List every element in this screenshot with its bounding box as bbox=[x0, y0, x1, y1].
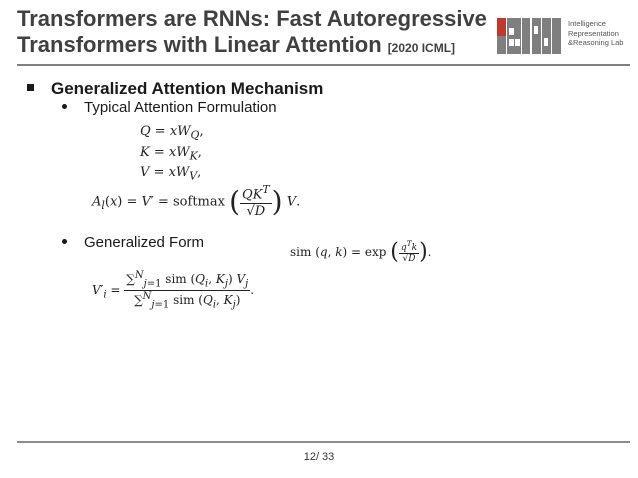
lab-name-line-3: &Reasoning Lab bbox=[568, 38, 624, 47]
title-line-2-text: Transformers with Linear Attention bbox=[17, 32, 382, 57]
venue-tag: [2020 ICML] bbox=[387, 41, 456, 55]
equation-attention: $A_l(x) = V'$ = softmax ( $\frac{QK^T}{√D}$ ) V. bbox=[92, 183, 301, 220]
equation-value: $V = xW_V$, bbox=[140, 165, 202, 183]
lab-name-line-2: Representation bbox=[568, 28, 619, 38]
sub-bullet-typical bbox=[62, 99, 277, 116]
sub-bullet-typical-text: Typical Attention Formulation bbox=[84, 99, 277, 116]
title-divider bbox=[17, 64, 630, 66]
equation-similarity: sim (q, k) = exp ( $\frac{q^Tk}{√D}$ ). bbox=[290, 239, 432, 265]
round-bullet-icon bbox=[62, 104, 67, 109]
sub-bullet-generalized bbox=[62, 234, 204, 251]
slide-title-line-2 bbox=[17, 32, 455, 58]
slide-title-line-1: Transformers are RNNs: Fast Autoregressive bbox=[17, 6, 487, 31]
footer-divider bbox=[17, 441, 630, 443]
sub-bullet-generalized-text: Generalized Form bbox=[84, 234, 205, 251]
square-bullet-icon bbox=[27, 84, 34, 91]
page-number: 12/ 33 bbox=[303, 451, 335, 463]
lab-name bbox=[568, 19, 638, 48]
equation-query: $Q = xW_Q$, bbox=[140, 124, 204, 142]
round-bullet-icon bbox=[62, 239, 67, 244]
main-bullet-text: Generalized Attention Mechanism bbox=[51, 79, 324, 98]
equation-key: $K = xW_K$, bbox=[140, 145, 202, 163]
equation-generalized-value: $V'_i$ = $\frac{\sum^N_{j=1} sim (Q_i, K_j) V_j}{\sum^N_{j=1} sim (Q_i, K_j)}$ . bbox=[92, 270, 255, 311]
main-bullet bbox=[27, 79, 323, 99]
lab-name-line-1: Intelligence bbox=[568, 19, 606, 28]
